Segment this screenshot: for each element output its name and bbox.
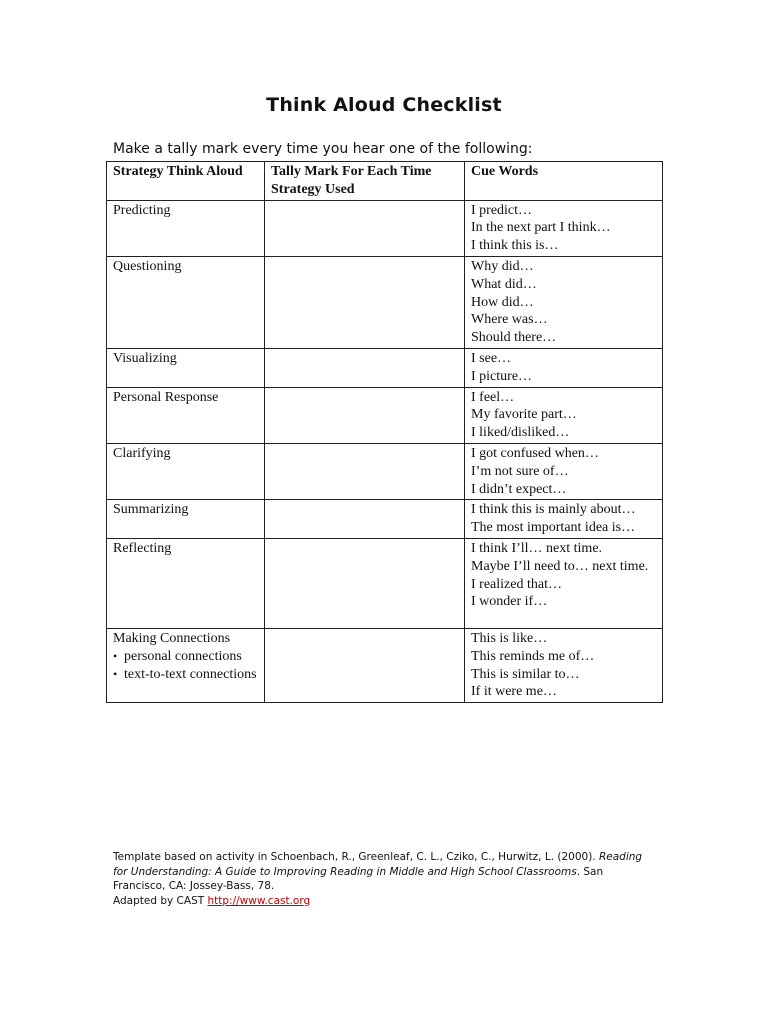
cue-word: I wonder if… (471, 594, 548, 610)
strategy-cell: Clarifying (107, 443, 265, 499)
strategy-cell: Predicting (107, 200, 265, 256)
cue-word: I realized that… (471, 576, 562, 592)
tally-cell[interactable] (265, 538, 465, 628)
tally-cell[interactable] (265, 256, 465, 348)
citation-suffix: . San Francisco, CA: Jossey-Bass, 78. (113, 865, 604, 892)
cue-word: Maybe I’ll need to… next time. (471, 558, 649, 574)
cue-word: Should there… (471, 330, 557, 346)
adapted-label: Adapted by CAST (113, 894, 208, 907)
strategy-cell: Personal Response (107, 387, 265, 443)
table-row (107, 443, 663, 499)
strategy-cell: Visualizing (107, 348, 265, 387)
page-title: Think Aloud Checklist (266, 94, 502, 116)
header-cue-words: Cue Words (465, 162, 663, 201)
cue-word: My favorite part… (471, 407, 577, 423)
cue-word: This reminds me of… (471, 648, 595, 664)
citation-prefix: Template based on activity in Schoenbach, R., Greenleaf, C. L., Cziko, C., Hurwitz, L. (2000). (113, 851, 599, 863)
tally-cell[interactable] (265, 348, 465, 387)
cue-words-cell (465, 443, 663, 499)
cue-word: I liked/disliked… (471, 425, 570, 441)
cue-words-cell (465, 387, 663, 443)
cue-word: I feel… (471, 389, 515, 405)
tally-cell[interactable] (265, 443, 465, 499)
cue-word: Where was… (471, 312, 548, 328)
table-row (107, 348, 663, 387)
tally-cell[interactable] (265, 200, 465, 256)
cue-word: I think this is… (471, 238, 559, 254)
cue-word: I predict… (471, 202, 533, 218)
instruction-text: Make a tally mark every time you hear one of the following: (113, 141, 533, 157)
table-row (107, 538, 663, 628)
cue-word: This is like… (471, 630, 548, 646)
cast-link[interactable]: http://www.cast.org (207, 894, 311, 907)
table-row (107, 500, 663, 539)
cue-word: I picture… (471, 368, 533, 384)
cue-words-cell (465, 348, 663, 387)
cue-word: In the next part I think… (471, 220, 611, 236)
strategy-cell (107, 628, 265, 702)
cue-word: How did… (471, 294, 534, 310)
header-tally: Tally Mark For Each Time Strategy Used (265, 162, 465, 201)
cue-word: Why did… (471, 258, 534, 274)
table-header-row (107, 162, 663, 201)
bullet-item: • text-to-text connections (113, 666, 258, 684)
header-strategy: Strategy Think Aloud (107, 162, 265, 201)
cue-words-cell (465, 628, 663, 702)
strategy-cell: Summarizing (107, 500, 265, 539)
cue-word: The most important idea is… (471, 520, 636, 536)
table-row (107, 628, 663, 702)
cue-words-cell (465, 200, 663, 256)
cue-word: I’m not sure of… (471, 463, 569, 479)
cue-word: I think this is mainly about… (471, 502, 636, 518)
table-row (107, 200, 663, 256)
cue-word: I got confused when… (471, 445, 599, 461)
strategy-cell: Questioning (107, 256, 265, 348)
cue-word: If it were me… (471, 684, 557, 700)
connection-types-list (113, 648, 258, 684)
table-row (107, 256, 663, 348)
tally-cell[interactable] (265, 387, 465, 443)
cue-word: I think I’ll… next time. (471, 540, 603, 556)
footer-citation (113, 850, 658, 908)
cue-word: What did… (471, 276, 537, 292)
cue-word: This is similar to… (471, 666, 580, 682)
cue-word: I didn’t expect… (471, 481, 567, 497)
cue-words-cell (465, 500, 663, 539)
table-row (107, 387, 663, 443)
tally-cell[interactable] (265, 500, 465, 539)
cue-word: I see… (471, 350, 512, 366)
tally-cell[interactable] (265, 628, 465, 702)
citation-title: Reading for Understanding: A Guide to Improving Reading in Middle and High School Classrooms (113, 851, 643, 878)
checklist-table (106, 161, 663, 703)
cue-words-cell (465, 256, 663, 348)
strategy-label: Making Connections (113, 630, 231, 646)
strategy-cell: Reflecting (107, 538, 265, 628)
bullet-item: • personal connections (113, 648, 258, 666)
cue-words-cell (465, 538, 663, 628)
